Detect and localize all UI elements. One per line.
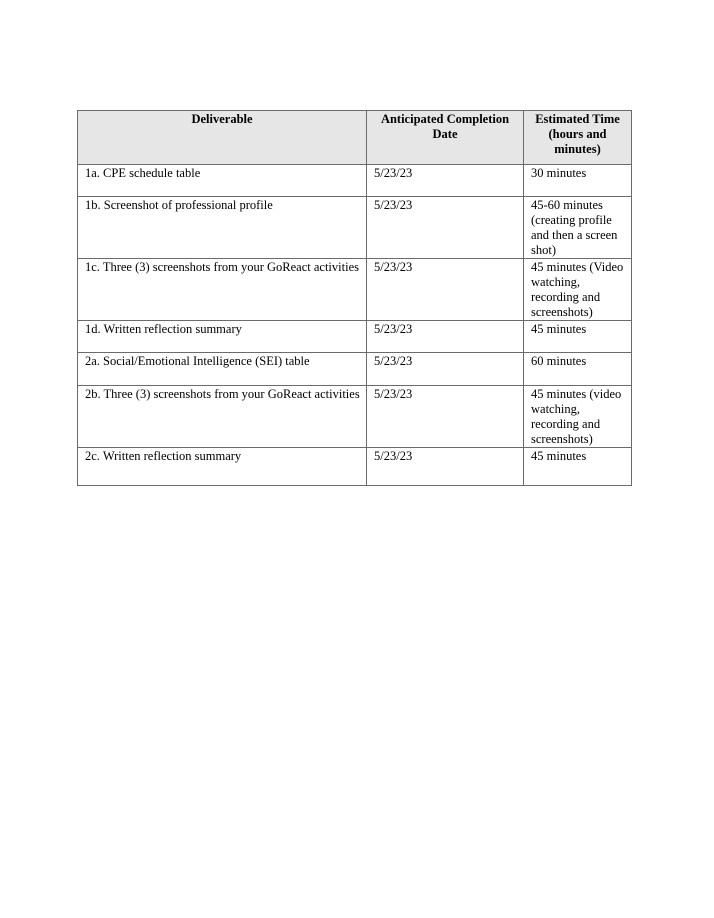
date-cell: 5/23/23 [367,259,524,321]
deliverable-cell: 2c. Written reflection summary [78,448,367,486]
date-cell: 5/23/23 [367,353,524,386]
table-row [78,353,632,386]
deliverable-cell: 1d. Written reflection summary [78,321,367,353]
time-cell: 45 minutes [524,321,632,353]
deliverables-table [77,110,632,486]
time-cell: 30 minutes [524,165,632,197]
table-header-row [78,111,632,165]
time-cell: 45 minutes [524,448,632,486]
deliverable-cell: 1b. Screenshot of professional profile [78,197,367,259]
date-cell: 5/23/23 [367,165,524,197]
deliverable-cell: 2b. Three (3) screenshots from your GoReact activities [78,386,367,448]
deliverable-cell: 1a. CPE schedule table [78,165,367,197]
table-row [78,321,632,353]
header-estimated-time: Estimated Time (hours and minutes) [524,111,632,165]
header-deliverable: Deliverable [78,111,367,165]
date-cell: 5/23/23 [367,448,524,486]
table-row [78,259,632,321]
deliverable-cell: 2a. Social/Emotional Intelligence (SEI) table [78,353,367,386]
time-cell: 45 minutes (Video watching, recording and screenshots) [524,259,632,321]
date-cell: 5/23/23 [367,386,524,448]
date-cell: 5/23/23 [367,197,524,259]
date-cell: 5/23/23 [367,321,524,353]
table-row [78,197,632,259]
table-row [78,448,632,486]
deliverable-cell: 1c. Three (3) screenshots from your GoReact activities [78,259,367,321]
header-completion-date: Anticipated Completion Date [367,111,524,165]
time-cell: 45-60 minutes (creating profile and then a screen shot) [524,197,632,259]
time-cell: 45 minutes (video watching, recording and screenshots) [524,386,632,448]
table-row [78,386,632,448]
time-cell: 60 minutes [524,353,632,386]
table-row [78,165,632,197]
